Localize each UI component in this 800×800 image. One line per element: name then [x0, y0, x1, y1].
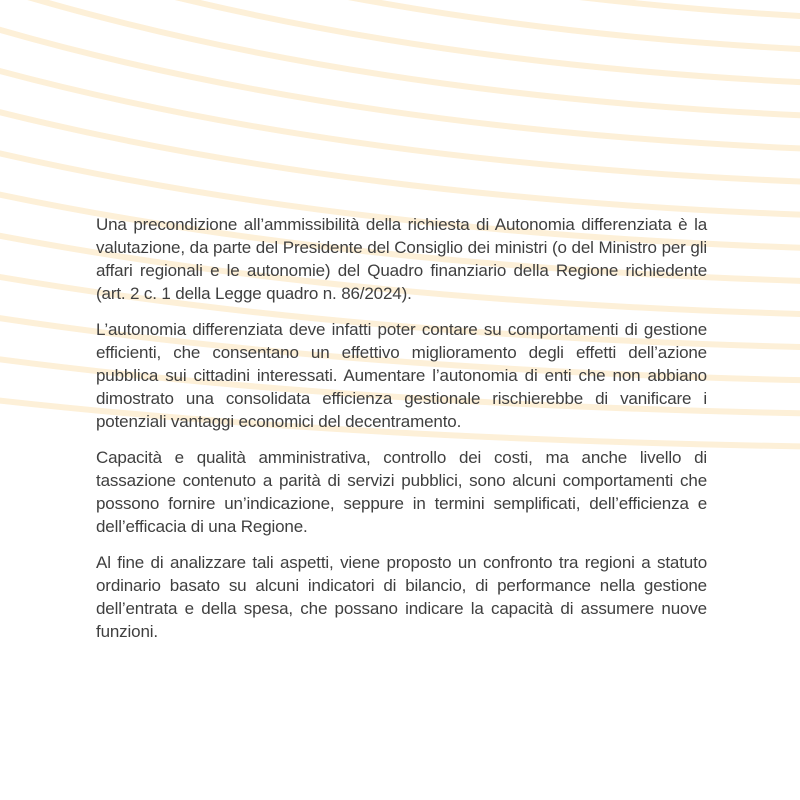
stripe-line	[0, 0, 800, 51]
paragraph-2: L’autonomia differenziata deve infatti poter contare su comportamenti di gestione efficienti, che consentano un effettivo miglioramento degli effetti dell’azione pubblica sui cittadini interessati. Aumentare l’autonomia di enti che non abbiano dimostrato una consolidata efficienza gestionale rischierebbe di vanificare i potenziali vantaggi economici del decentramento.	[96, 320, 707, 431]
paragraph-4: Al fine di analizzare tali aspetti, viene proposto un confronto tra regioni a statuto ordinario basato su alcuni indicatori di bilancio, di performance nella gestione dell’entrata e della spesa, che possano indicare la capacità di assumere nuove funzioni.	[96, 553, 707, 641]
stripe-line	[0, 18, 800, 150]
stripe-line	[0, 0, 800, 84]
stripe-line	[0, 60, 800, 183]
stripe-line	[0, 0, 800, 18]
paragraph-1: Una precondizione all’ammissibilità della richiesta di Autonomia differenziata è la valutazione, da parte del Presidente del Consiglio dei ministri (o del Ministro per gli affari regionali e le autonomie) del Quadro finanziario della Regione richiedente (art. 2 c. 1 della Legge quadro n. 86/2024).	[96, 215, 707, 303]
stripe-line	[0, 102, 800, 216]
stripe-line	[0, 0, 800, 117]
body-text-column	[96, 213, 707, 643]
paragraph-3: Capacità e qualità amministrativa, controllo dei costi, ma anche livello di tassazione contenuto a parità di servizi pubblici, sono alcuni comportamenti che possono fornire un’indicazione, seppure in termini semplificati, dell’efficienza e dell’efficacia di una Regione.	[96, 448, 707, 536]
